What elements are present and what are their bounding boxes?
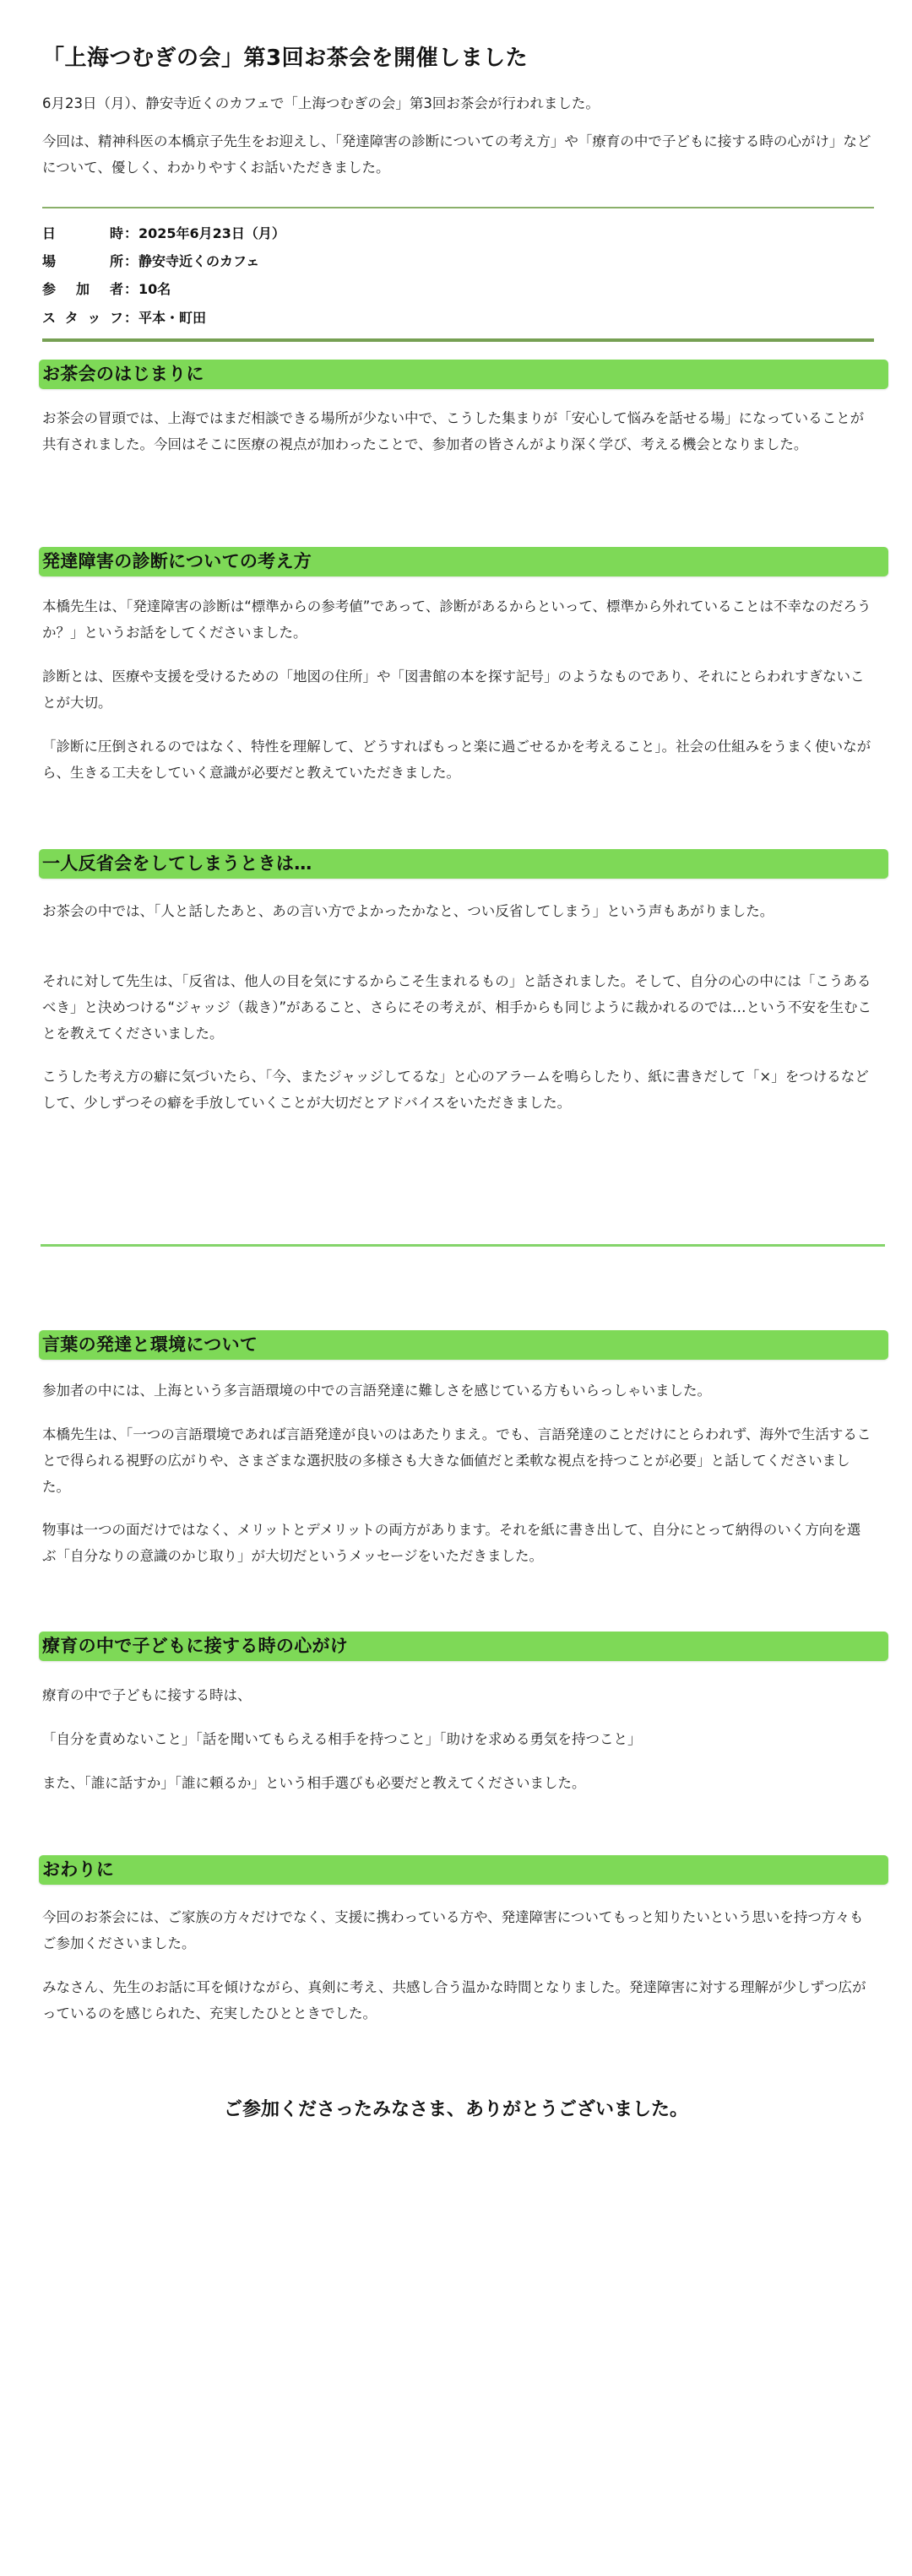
info-value: 静安寺近くのカフェ bbox=[138, 253, 260, 269]
section-paragraph: 「自分を責めないこと」「話を聞いてもらえる相手を持つこと」「助けを求める勇気を持つこと」 bbox=[42, 1731, 642, 1747]
section-paragraph: 本橋先生は、「発達障害の診断は“標準からの参考値”であって、診断があるからといって、標準から外れていることは不幸なのだろうか？」というお話をしてくださいました。 bbox=[42, 598, 871, 641]
section-paragraph: お茶会の冒頭では、上海ではまだ相談できる場所が少ない中で、こうした集まりが「安心して悩みを話せる場」になっていることが共有されました。今回はそこに医療の視点が加わったことで、参加者の皆さんがより深く学び、考える機会となりました。 bbox=[42, 410, 865, 452]
section-paragraph: 本橋先生は、「一つの言語環境であれば言語発達が良いのはあたりまえ。でも、言語発達のことだけにとらわれず、海外で生活することで得られる視野の広がりや、さまざまな選択肢の多様さも大きな価値だと柔軟な視点を持つことが必要」と話してくださいました。 bbox=[42, 1426, 871, 1495]
divider-middle bbox=[41, 1244, 885, 1247]
info-row-datetime bbox=[42, 225, 285, 243]
divider-top bbox=[42, 207, 874, 208]
info-row-staff bbox=[42, 309, 206, 327]
section-header-care-mindset bbox=[39, 1632, 888, 1661]
info-label: 参 加 者 bbox=[42, 281, 123, 297]
info-value: 平本・町田 bbox=[138, 310, 207, 326]
section-header-beginning bbox=[39, 360, 888, 389]
intro-paragraph-2: 今回は、精神科医の本橋京子先生をお迎えし、「発達障害の診断についての考え方」や「療育の中で子どもに接する時の心がけ」などについて、優しく、わかりやすくお話いただきました。 bbox=[42, 133, 871, 176]
info-row-place bbox=[42, 252, 259, 271]
info-row-participants bbox=[42, 280, 171, 299]
section-header-self-reflection bbox=[39, 849, 888, 879]
section-heading: 療育の中で子どもに接する時の心がけ bbox=[42, 1636, 349, 1656]
section-heading: お茶会のはじまりに bbox=[42, 364, 204, 384]
info-value: 2025年6月23日（月） bbox=[138, 225, 285, 241]
section-header-language bbox=[39, 1330, 888, 1360]
info-label: 日 時 bbox=[42, 225, 123, 241]
section-paragraph: また、「誰に話すか」「誰に頼るか」という相手選びも必要だと教えてくださいました。 bbox=[42, 1775, 586, 1791]
section-paragraph: それに対して先生は、「反省は、他人の目を気にするからこそ生まれるもの」と話されました。そして、自分の心の中には「こうあるべき」と決めつける“ジャッジ（裁き）”があること、さらにその考えが、相手からも同じように裁かれるのでは…という不安を生むことを教えてくださいました。 bbox=[42, 973, 872, 1042]
section-heading: 一人反省会をしてしまうときは… bbox=[42, 853, 312, 874]
section-heading: 発達障害の診断についての考え方 bbox=[42, 551, 312, 571]
section-paragraph: お茶会の中では、「人と話したあと、あの言い方でよかったかなと、つい反省してしまう」という声もあがりました。 bbox=[42, 903, 774, 919]
section-header-diagnosis bbox=[39, 547, 888, 576]
info-label: スタッフ bbox=[42, 310, 123, 326]
section-paragraph: 物事は一つの面だけではなく、メリットとデメリットの両方があります。それを紙に書き出して、自分にとって納得のいく方向を選ぶ「自分なりの意識のかじ取り」が大切だというメッセージをいただきました。 bbox=[42, 1522, 861, 1564]
divider-info-bottom bbox=[42, 338, 874, 342]
info-separator: ： bbox=[123, 310, 138, 326]
closing-message: ご参加くださったみなさま、ありがとうございました。 bbox=[223, 2099, 688, 2120]
section-paragraph: こうした考え方の癖に気づいたら、「今、またジャッジしてるな」と心のアラームを鳴らしたり、紙に書きだして「×」をつけるなどして、少しずつその癖を手放していくことが大切だとアドバイスをいただきました。 bbox=[42, 1069, 869, 1111]
info-value: 10名 bbox=[138, 281, 171, 297]
info-separator: ： bbox=[123, 225, 138, 241]
section-paragraph: 療育の中で子どもに接する時は、 bbox=[42, 1687, 252, 1703]
section-paragraph: 診断とは、医療や支援を受けるための「地図の住所」や「図書館の本を探す記号」のようなものであり、それにとらわれすぎないことが大切。 bbox=[42, 668, 865, 711]
section-paragraph: 参加者の中には、上海という多言語環境の中での言語発達に難しさを感じている方もいらっしゃいました。 bbox=[42, 1383, 711, 1399]
section-paragraph: 「診断に圧倒されるのではなく、特性を理解して、どうすればもっと楽に過ごせるかを考えること」。社会の仕組みをうまく使いながら、生きる工夫をしていく意識が必要だと教えていただきました。 bbox=[42, 739, 871, 781]
info-separator: ： bbox=[123, 281, 138, 297]
info-label: 場 所 bbox=[42, 253, 123, 269]
section-heading: 言葉の発達と環境について bbox=[42, 1334, 258, 1355]
section-paragraph: みなさん、先生のお話に耳を傾けながら、真剣に考え、共感し合う温かな時間となりました。発達障害に対する理解が少しずつ広がっているのを感じられた、充実したひとときでした。 bbox=[42, 1979, 866, 2021]
section-paragraph: 今回のお茶会には、ご家族の方々だけでなく、支援に携わっている方や、発達障害についてもっと知りたいという思いを持つ方々もご参加くださいました。 bbox=[42, 1909, 864, 1951]
section-heading: おわりに bbox=[42, 1859, 115, 1880]
info-separator: ： bbox=[123, 253, 138, 269]
intro-paragraph-1: 6月23日（月）、静安寺近くのカフェで「上海つむぎの会」第3回お茶会が行われました。 bbox=[42, 95, 600, 111]
section-header-closing bbox=[39, 1855, 888, 1885]
article-title: 「上海つむぎの会」第3回お茶会を開催しました bbox=[42, 46, 529, 71]
